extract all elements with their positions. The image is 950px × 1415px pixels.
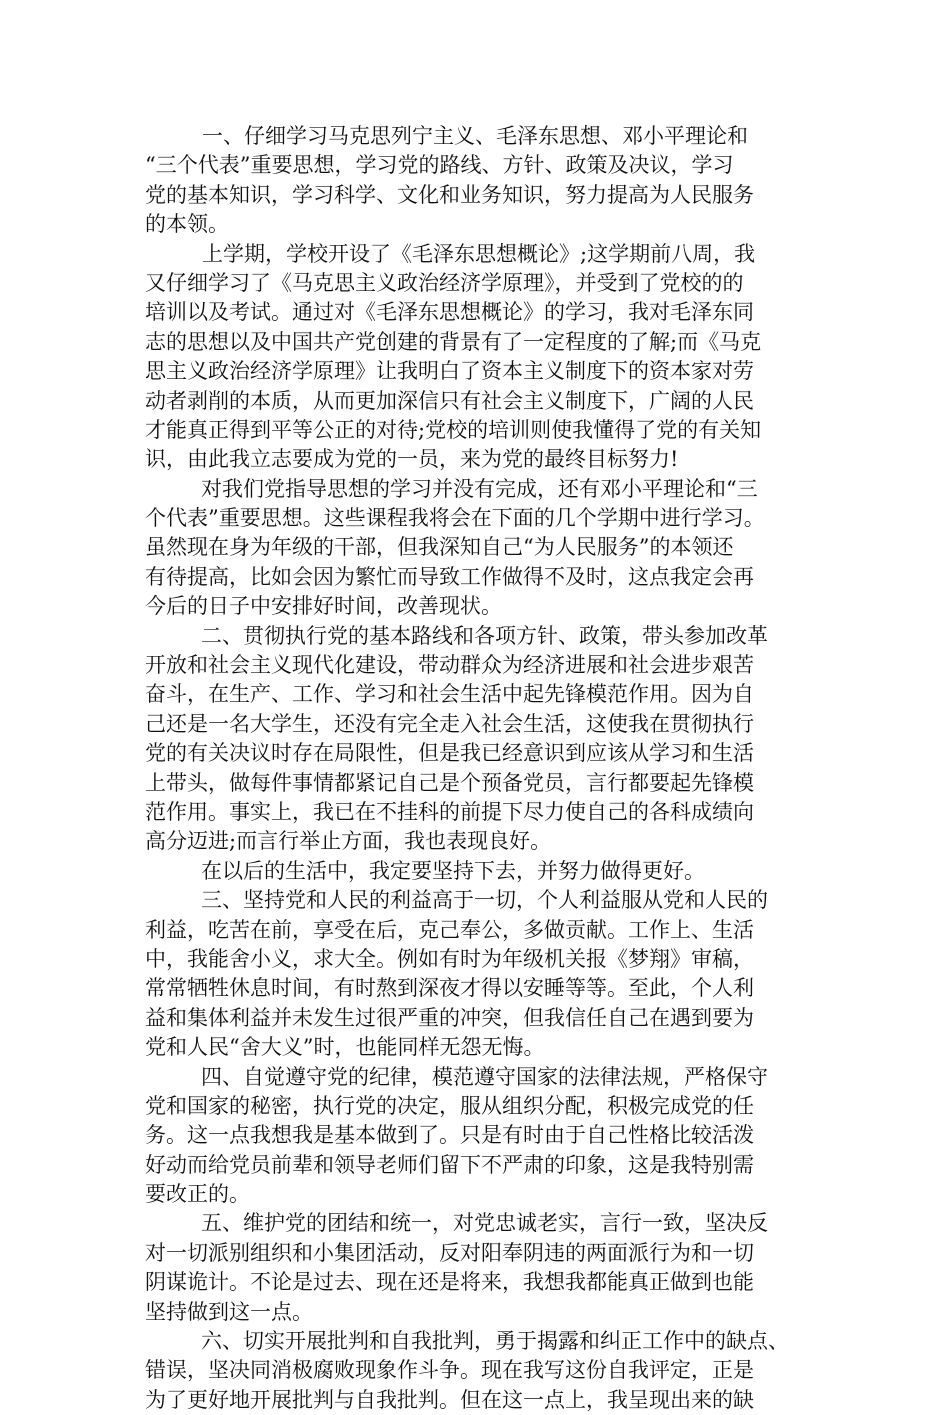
paragraph-7-line-2: 党和国家的秘密，执行党的决定，服从组织分配，积极完成党的任 (145, 1093, 754, 1118)
paragraph-4-line-6: 上带头，做每件事情都紧记自己是个预备党员，言行都要起先锋模 (145, 770, 754, 795)
paragraph-6-line-6: 党和人民“舍大义”时，也能同样无怨无悔。 (145, 1035, 545, 1060)
paragraph-3-line-5: 今后的日子中安排好时间，改善现状。 (145, 594, 502, 619)
paragraph-2-line-2: 又仔细学习了《马克思主义政治经济学原理》，并受到了党校的的 (145, 270, 744, 295)
paragraph-1-line-1: 一、仔细学习马克思列宁主义、毛泽东思想、邓小平理论和 (202, 124, 748, 148)
paragraph-2-line-5: 思主义政治经济学原理》让我明白了资本主义制度下的资本家对劳 (145, 359, 754, 384)
paragraph-8-line-4: 坚持做到这一点。 (145, 1299, 313, 1324)
paragraph-6-line-5: 益和集体利益并未发生过很严重的冲突，但我信任自己在遇到要为 (145, 1005, 754, 1030)
paragraph-8-line-1: 五、维护党的团结和统一，对党忠诚老实，言行一致，坚决反 (201, 1211, 768, 1236)
paragraph-4-line-5: 党的有关决议时存在局限性，但是我已经意识到应该从学习和生活 (145, 741, 754, 766)
paragraph-1-line-2: “三个代表”重要思想，学习党的路线、方针、政策及决议，学习 (145, 153, 734, 178)
paragraph-2-line-3: 培训以及考试。通过对《毛泽东思想概论》的学习，我对毛泽东同 (145, 300, 754, 325)
paragraph-9-line-3: 为了更好地开展批判与自我批判。但在这一点上，我呈现出来的缺 (145, 1387, 754, 1412)
paragraph-7-line-1: 四、自觉遵守党的纪律，模范遵守国家的法律法规，严格保守 (201, 1064, 768, 1089)
paragraph-2-line-6: 动者剥削的本质，从而更加深信只有社会主义制度下，广阔的人民 (145, 388, 754, 413)
paragraph-3-line-2: 个代表”重要思想。这些课程我将会在下面的几个学期中进行学习。 (145, 506, 765, 531)
paragraph-1-line-3: 党的基本知识，学习科学、文化和业务知识，努力提高为人民服务 (145, 182, 754, 207)
paragraph-8-line-2: 对一切派别组织和小集团活动，反对阳奉阴违的两面派行为和一切 (145, 1240, 754, 1265)
paragraph-2-line-8: 识，由此我立志要成为党的一员，来为党的最终目标努力! (145, 447, 679, 472)
paragraph-4-line-8: 高分迈进;而言行举止方面，我也表现良好。 (145, 829, 552, 854)
paragraph-4-line-1: 二、贯彻执行党的基本路线和各项方针、政策，带头参加改革 (201, 623, 768, 648)
document-body (145, 122, 821, 1415)
paragraph-4-line-2: 开放和社会主义现代化建设，带动群众为经济进展和社会进步艰苦 (145, 653, 754, 678)
paragraph-1-line-4: 的本领。 (145, 212, 229, 237)
paragraph-7-line-5: 要改正的。 (145, 1182, 250, 1207)
paragraph-3-line-3: 虽然现在身为年级的干部，但我深知自己“为人民服务”的本领还 (145, 535, 734, 560)
paragraph-6-line-1: 三、坚持党和人民的利益高于一切，个人利益服从党和人民的 (201, 888, 768, 913)
paragraph-2-line-4: 志的思想以及中国共产党创建的背景有了一定程度的了解;而《马克 (145, 329, 762, 354)
paragraph-2-line-7: 才能真正得到平等公正的对待;党校的培训则使我懂得了党的有关知 (145, 417, 762, 442)
paragraph-3-line-4: 有待提高，比如会因为繁忙而导致工作做得不及时，这点我定会再 (145, 564, 754, 589)
paragraph-3-line-1: 对我们党指导思想的学习并没有完成，还有邓小平理论和“三 (201, 476, 758, 501)
paragraph-6-line-4: 常常牺牲休息时间，有时熬到深夜才得以安睡等等。至此，个人利 (145, 976, 754, 1001)
paragraph-4-line-7: 范作用。事实上，我已在不挂科的前提下尽力使自己的各科成绩向 (145, 799, 754, 824)
paragraph-6-line-2: 利益，吃苦在前，享受在后，克己奉公，多做贡献。工作上、生活 (145, 917, 754, 942)
paragraph-7-line-4: 好动而给党员前辈和领导老师们留下不严肃的印象，这是我特别需 (145, 1152, 754, 1177)
paragraph-4-line-3: 奋斗，在生产、工作、学习和社会生活中起先锋模范作用。因为自 (145, 682, 754, 707)
paragraph-9-line-2: 错误，坚决同消极腐败现象作斗争。现在我写这份自我评定，正是 (145, 1358, 754, 1383)
paragraph-9-line-1: 六、切实开展批判和自我批判，勇于揭露和纠正工作中的缺点、 (201, 1329, 789, 1354)
paragraph-8-line-3: 阴谋诡计。不论是过去、现在还是将来，我想我都能真正做到也能 (145, 1270, 754, 1295)
paragraph-7-line-3: 务。这一点我想我是基本做到了。只是有时由于自己性格比较活泼 (145, 1123, 754, 1148)
paragraph-5-line-1: 在以后的生活中，我定要坚持下去，并努力做得更好。 (201, 858, 705, 883)
paragraph-6-line-3: 中，我能舍小义，求大全。例如有时为年级机关报《梦翔》审稿， (145, 946, 754, 971)
paragraph-4-line-4: 己还是一名大学生，还没有完全走入社会生活，这使我在贯彻执行 (145, 711, 754, 736)
paragraph-2-line-1: 上学期，学校开设了《毛泽东思想概论》;这学期前八周，我 (202, 241, 756, 266)
